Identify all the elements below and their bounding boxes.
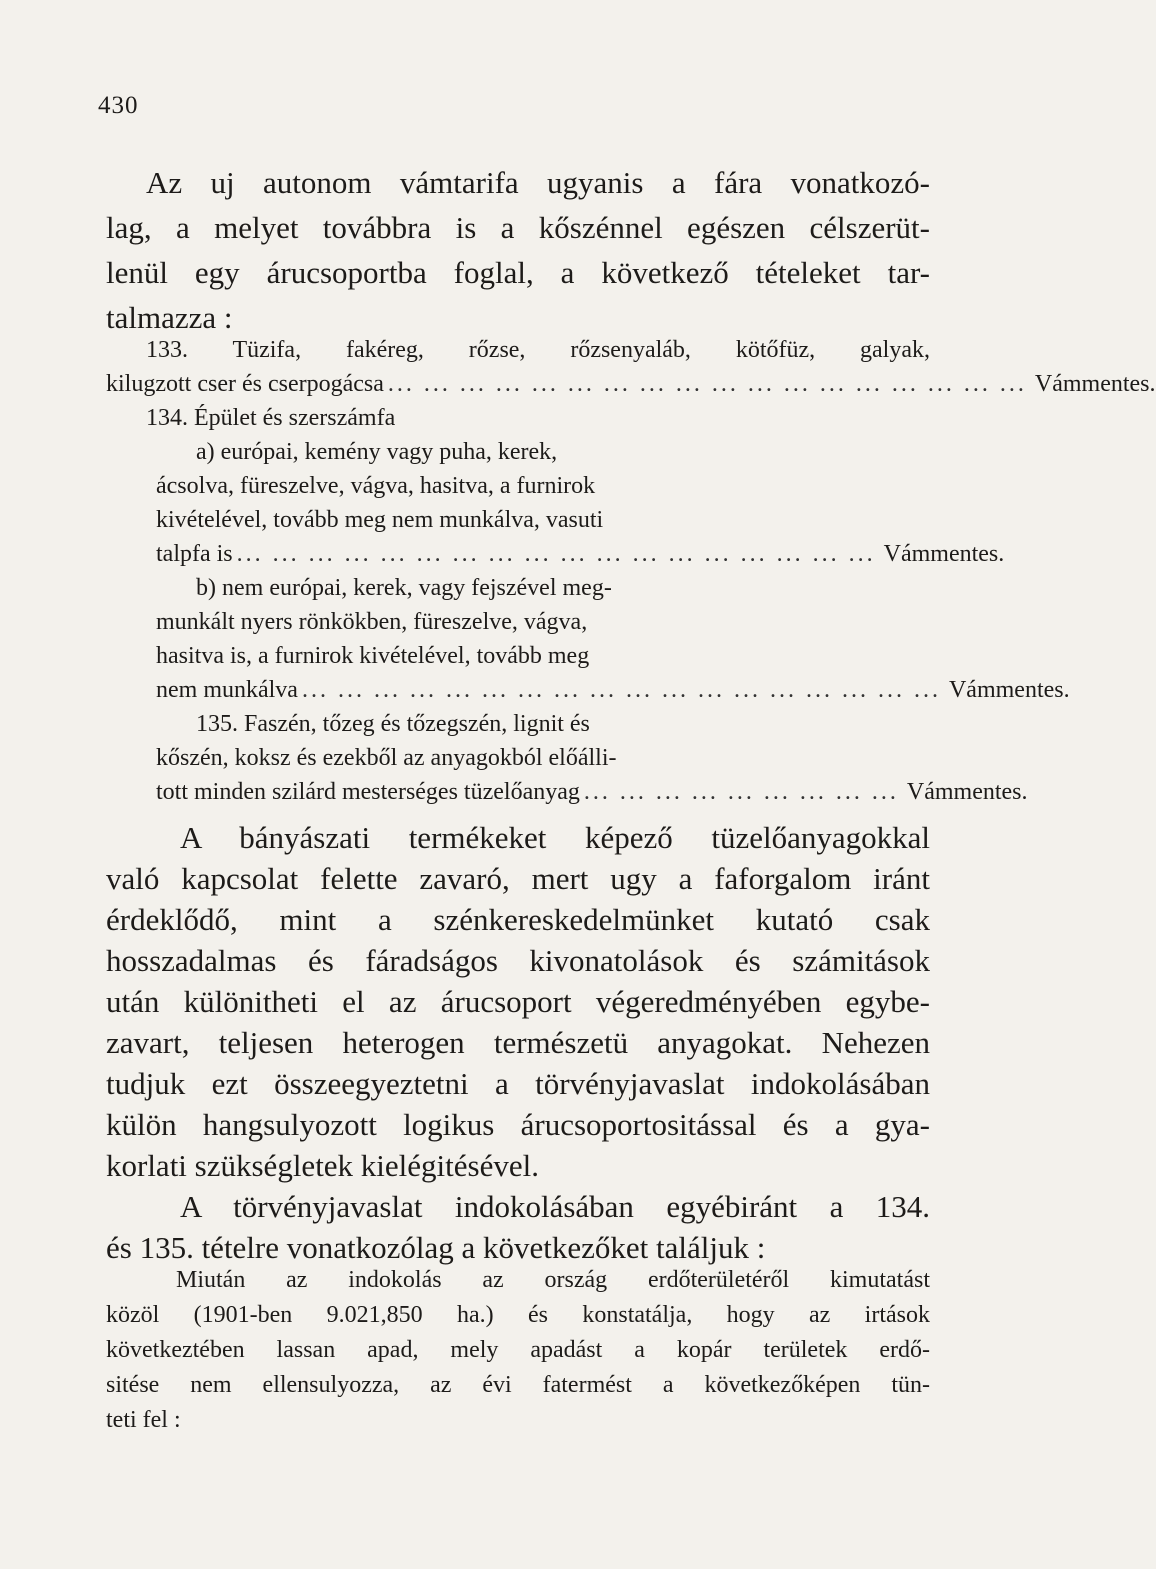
duty-label: Vámmentes. <box>883 541 1005 567</box>
text-line: talpfa is <box>156 541 233 567</box>
tariff-item-135 <box>156 707 1028 809</box>
text-line: tudjuk ezt összeegyeztetni a törvényjavaslat indokolásában <box>106 1066 930 1101</box>
leader-line <box>106 367 1156 401</box>
text-line: és 135. tételre vonatkozólag a következőket találjuk : <box>106 1230 766 1265</box>
text-line: b) nem európai, kerek, vagy fejszével meg- <box>196 575 612 601</box>
text-line: után különitheti el az árucsoport végeredményében egybe- <box>106 984 930 1019</box>
text-line: következtében lassan apad, mely apadást a kopár területek erdő- <box>106 1337 930 1363</box>
text-line: érdeklődő, mint a szénkereskedelmünket kutató csak <box>106 902 930 937</box>
tariff-subitem-b <box>156 571 1070 707</box>
page-number: 430 <box>98 92 139 119</box>
text-line: nem munkálva <box>156 677 298 703</box>
dot-leader: ... ... ... ... ... ... ... ... ... <box>583 779 899 805</box>
quoted-paragraph <box>106 1263 930 1438</box>
text-line: hosszadalmas és fáradságos kivonatolások és számitások <box>106 943 930 978</box>
leader-line <box>156 673 1070 707</box>
text-line: lag, a melyet továbbra is a kőszénnel egészen célszerüt- <box>106 210 930 245</box>
text-line: közöl (1901-ben 9.021,850 ha.) és konstatálja, hogy az irtások <box>106 1302 930 1328</box>
text-line: tott minden szilárd mesterséges tüzelőanyag <box>156 779 580 805</box>
duty-label: Vámmentes. <box>906 779 1028 805</box>
text-line: A bányászati termékeket képező tüzelőanyagokkal <box>180 820 930 855</box>
text-line: teti fel : <box>106 1407 181 1433</box>
item-heading: 134. Épület és szerszámfa <box>146 405 396 431</box>
text-line: ácsolva, füreszelve, vágva, hasitva, a furnirok <box>156 473 596 499</box>
duty-label: Vámmentes. <box>1034 371 1156 397</box>
text-line: korlati szükségletek kielégitésével. <box>106 1148 539 1183</box>
text-line: külön hangsulyozott logikus árucsoportositással és a gya- <box>106 1107 930 1142</box>
text-line: Miután az indokolás az ország erdőterületéről kimutatást <box>176 1267 930 1293</box>
tariff-subitem-a <box>156 435 1005 571</box>
tariff-list <box>106 333 1156 809</box>
text-line: Az uj autonom vámtarifa ugyanis a fára vonatkozó- <box>146 165 930 200</box>
text-line: munkált nyers rönkökben, füreszelve, vágva, <box>156 609 588 635</box>
intro-paragraph <box>106 160 930 340</box>
tariff-item-134 <box>106 401 1070 707</box>
text-line: kőszén, koksz és ezekből az anyagokból előálli- <box>156 745 617 771</box>
text-line: 133. Tüzifa, fakéreg, rőzse, rőzsenyaláb, kötőfüz, galyak, <box>146 337 930 363</box>
duty-label: Vámmentes. <box>948 677 1070 703</box>
text-line: zavart, teljesen heterogen természetü anyagokat. Nehezen <box>106 1025 930 1060</box>
tariff-item-133 <box>106 333 1156 401</box>
dot-leader: ... ... ... ... ... ... ... ... ... ... ... ... ... ... ... ... ... ... <box>236 541 876 567</box>
leader-line <box>156 775 1028 809</box>
text-line: kivételével, tovább meg nem munkálva, vasuti <box>156 507 604 533</box>
text-line: lenül egy árucsoportba foglal, a következő tételeket tar- <box>106 255 930 290</box>
dot-leader: ... ... ... ... ... ... ... ... ... ... ... ... ... ... ... ... ... ... <box>301 677 941 703</box>
dot-leader: ... ... ... ... ... ... ... ... ... ... ... ... ... ... ... ... ... ... <box>387 371 1027 397</box>
text-line: sitése nem ellensulyozza, az évi fatermést a következőképen tün- <box>106 1372 930 1398</box>
text-line: kilugzott cser és cserpogácsa <box>106 371 384 397</box>
text-line: talmazza : <box>106 300 233 335</box>
main-paragraph <box>106 817 930 1268</box>
text-line: hasitva is, a furnirok kivételével, tovább meg <box>156 643 590 669</box>
leader-line <box>156 537 1005 571</box>
text-line: 135. Faszén, tőzeg és tőzegszén, lignit és <box>196 711 590 737</box>
text-line: való kapcsolat felette zavaró, mert ugy a faforgalom iránt <box>106 861 930 896</box>
text-line: a) európai, kemény vagy puha, kerek, <box>196 439 558 465</box>
text-line: A törvényjavaslat indokolásában egyébiránt a 134. <box>180 1189 930 1224</box>
